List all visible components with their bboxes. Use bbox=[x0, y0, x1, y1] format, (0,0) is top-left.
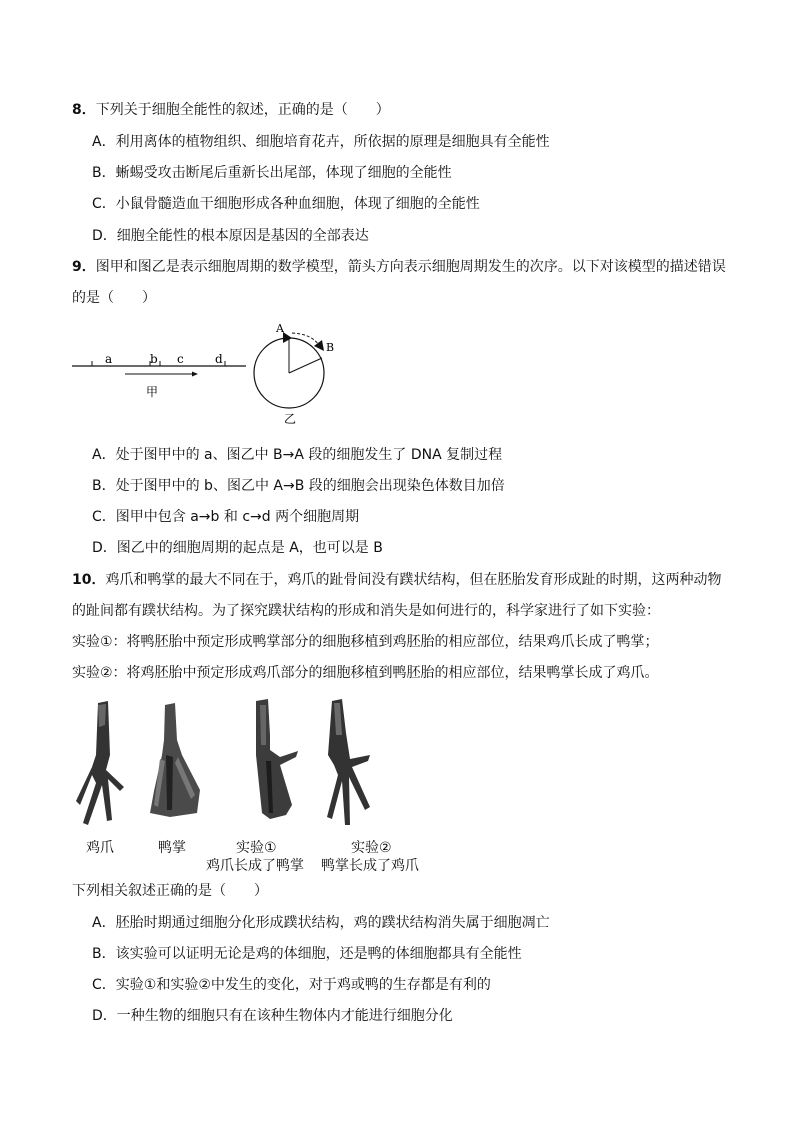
q10-option-b[interactable]: B．该实验可以证明无论是鸡的体细胞，还是鸭的体细胞都具有全能性 bbox=[92, 946, 522, 962]
jia-arrow-head bbox=[192, 372, 198, 377]
label-experiment-2: 实验② bbox=[351, 840, 392, 856]
q10-stem-line1 bbox=[72, 570, 721, 590]
jia-label-b: b bbox=[150, 352, 158, 366]
q9-stem-text: 图甲和图乙是表示细胞周期的数学模型，箭头方向表示细胞周期发生的次序。以下对该模型的描述错误 bbox=[95, 259, 726, 275]
experiment-1-foot-image bbox=[256, 699, 298, 819]
jia-caption: 甲 bbox=[146, 385, 159, 399]
q10-option-d[interactable]: D．一种生物的细胞只有在该种生物体内才能进行细胞分化 bbox=[92, 1008, 453, 1024]
q8-option-b[interactable]: B．蜥蜴受攻击断尾后重新长出尾部，体现了细胞的全能性 bbox=[92, 165, 452, 181]
yi-caption: 乙 bbox=[284, 412, 297, 426]
duck-foot-image bbox=[150, 703, 200, 817]
yi-arrow-a bbox=[283, 332, 292, 343]
q9-option-d[interactable]: D．图乙中的细胞周期的起点是 A，也可以是 B bbox=[92, 540, 383, 556]
q10-experiment-1: 实验①：将鸭胚胎中预定形成鸭掌部分的细胞移植到鸡胚胎的相应部位，结果鸡爪长成了鸭掌； bbox=[72, 634, 659, 650]
jia-label-c: c bbox=[177, 352, 184, 366]
q10-option-a[interactable]: A．胚胎时期通过细胞分化形成蹼状结构，鸡的蹼状结构消失属于细胞凋亡 bbox=[92, 915, 550, 931]
q9-option-c[interactable]: C．图甲中包含 a→b 和 c→d 两个细胞周期 bbox=[92, 509, 360, 525]
label-chicken-foot: 鸡爪 bbox=[86, 840, 114, 856]
yi-point-a: A bbox=[276, 322, 284, 335]
sublabel-experiment-2: 鸭掌长成了鸡爪 bbox=[321, 858, 419, 874]
sublabel-experiment-1: 鸡爪长成了鸭掌 bbox=[206, 858, 304, 874]
q10-stem-text: 鸡爪和鸭掌的最大不同在于，鸡爪的趾骨间没有蹼状结构，但在胚胎发育形成趾的时期，这两种动物 bbox=[105, 572, 722, 588]
q8-option-d[interactable]: D．细胞全能性的根本原因是基因的全部表达 bbox=[92, 228, 369, 244]
q8-number: 8． bbox=[72, 102, 96, 118]
q8-stem-text: 下列关于细胞全能性的叙述，正确的是（ ） bbox=[95, 102, 390, 118]
q9-stem-line2: 的是（ ） bbox=[72, 290, 156, 306]
jia-label-d: d bbox=[215, 352, 223, 366]
q10-lead: 下列相关叙述正确的是（ ） bbox=[72, 883, 268, 899]
feet-figure bbox=[70, 695, 410, 835]
experiment-2-foot-image bbox=[327, 699, 370, 825]
q9-stem-line1 bbox=[72, 257, 726, 277]
q10-stem-line2: 的趾间都有蹼状结构。为了探究蹼状结构的形成和消失是如何进行的，科学家进行了如下实验： bbox=[72, 603, 660, 619]
q8-option-a[interactable]: A．利用离体的植物组织、细胞培育花卉，所依据的原理是细胞具有全能性 bbox=[92, 134, 550, 150]
cell-cycle-figure bbox=[70, 320, 350, 430]
yi-radius-b bbox=[289, 358, 322, 373]
q8-option-c[interactable]: C．小鼠骨髓造血干细胞形成各种血细胞，体现了细胞的全能性 bbox=[92, 196, 480, 212]
q10-option-c[interactable]: C．实验①和实验②中发生的变化，对于鸡或鸭的生存都是有利的 bbox=[92, 977, 491, 993]
yi-point-b: B bbox=[326, 341, 335, 354]
label-duck-foot: 鸭掌 bbox=[158, 840, 186, 856]
q9-option-a[interactable]: A．处于图甲中的 a、图乙中 B→A 段的细胞发生了 DNA 复制过程 bbox=[92, 447, 503, 463]
q9-number: 9． bbox=[72, 259, 96, 275]
q10-experiment-2: 实验②：将鸡胚胎中预定形成鸡爪部分的细胞移植到鸭胚胎的相应部位，结果鸭掌长成了鸡爪。 bbox=[72, 665, 659, 681]
q9-option-b[interactable]: B．处于图甲中的 b、图乙中 A→B 段的细胞会出现染色体数目加倍 bbox=[92, 478, 505, 494]
jia-label-a: a bbox=[105, 352, 113, 366]
label-experiment-1: 实验① bbox=[236, 840, 277, 856]
q8-stem bbox=[72, 100, 390, 120]
q10-number: 10． bbox=[72, 572, 106, 588]
chicken-foot-image bbox=[76, 701, 124, 825]
